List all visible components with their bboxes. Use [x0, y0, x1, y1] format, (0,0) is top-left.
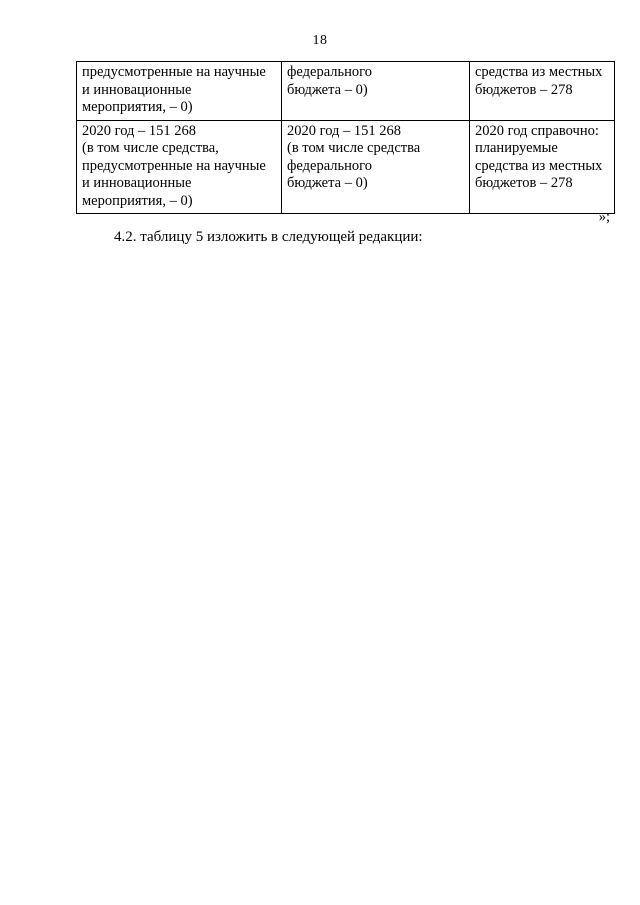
- table-row: [77, 120, 615, 214]
- table-row: [77, 62, 615, 121]
- table-cell: предусмотренные на научные и инновационные мероприятия, – 0): [77, 62, 282, 121]
- instruction-paragraph: 4.2. таблицу 5 изложить в следующей редакции:: [114, 229, 423, 245]
- page-number: 18: [312, 33, 328, 48]
- budget-table: [76, 61, 615, 214]
- table-cell: 2020 год – 151 268 (в том числе средства федерального бюджета – 0): [282, 120, 470, 214]
- table-cell: средства из местных бюджетов – 278: [470, 62, 615, 121]
- table-cell: 2020 год – 151 268 (в том числе средства, предусмотренные на научные и инновационные мероприятия, – 0): [77, 120, 282, 214]
- closing-quote: »;: [598, 209, 610, 225]
- table-cell: 2020 год справочно: планируемые средства из местных бюджетов – 278: [470, 120, 615, 214]
- table-cell: федерального бюджета – 0): [282, 62, 470, 121]
